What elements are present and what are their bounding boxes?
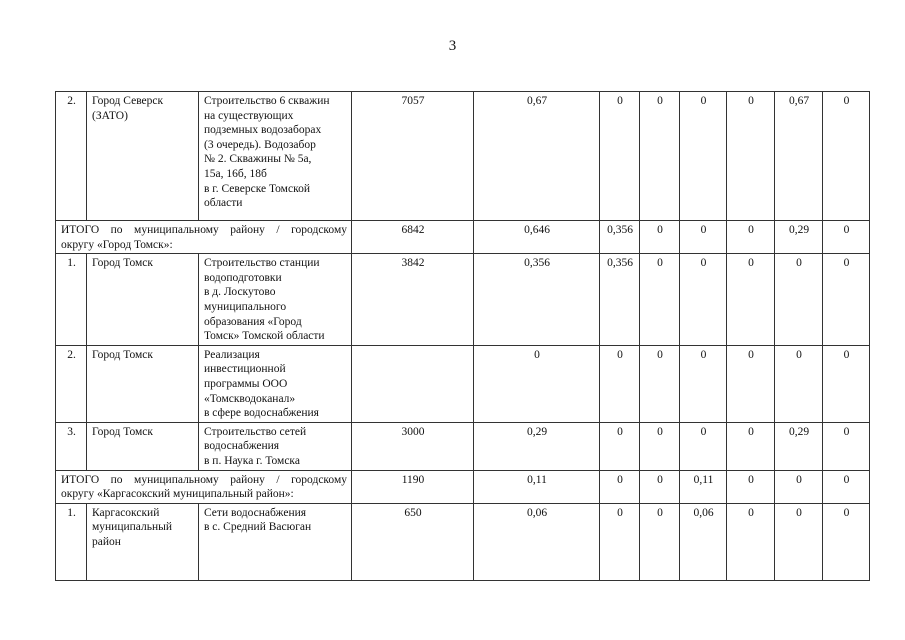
value-cell-3: 0 (600, 503, 640, 580)
value-cell-2: 0,29 (474, 422, 600, 470)
value-cell-8: 0 (823, 221, 870, 254)
value-cell-6: 0 (727, 345, 775, 422)
value-cell-7: 0 (775, 254, 823, 346)
value-cell-2: 0,356 (474, 254, 600, 346)
value-cell-3: 0,356 (600, 221, 640, 254)
event-cell: Строительство станции водоподготовки в д. Лоскутово муниципального образования «Город Томск» Томской области (199, 254, 352, 346)
value-cell-4: 0 (640, 470, 680, 503)
value-cell-1: 1190 (352, 470, 474, 503)
value-cell-5: 0,11 (680, 470, 727, 503)
event-cell: Сети водоснабжения в с. Средний Васюган (199, 503, 352, 580)
table-row (56, 345, 870, 422)
table-row (56, 503, 870, 580)
total-row (56, 221, 870, 254)
event-cell: Реализация инвестиционной программы ООО «Томскводоканал» в сфере водоснабжения (199, 345, 352, 422)
value-cell-6: 0 (727, 92, 775, 221)
value-cell-7: 0,67 (775, 92, 823, 221)
value-cell-1: 7057 (352, 92, 474, 221)
value-cell-6: 0 (727, 470, 775, 503)
value-cell-7: 0 (775, 470, 823, 503)
event-cell: Строительство 6 скважин на существующих подземных водозаборах (3 очередь). Водозабор № 2. Скважины № 5а, 15а, 16б, 18б в г. Северске Томской области (199, 92, 352, 221)
table-row (56, 254, 870, 346)
value-cell-3: 0 (600, 345, 640, 422)
value-cell-3: 0,356 (600, 254, 640, 346)
total-row (56, 470, 870, 503)
row-number: 2. (56, 345, 87, 422)
value-cell-1: 6842 (352, 221, 474, 254)
value-cell-5: 0 (680, 254, 727, 346)
value-cell-5: 0 (680, 345, 727, 422)
value-cell-8: 0 (823, 503, 870, 580)
value-cell-4: 0 (640, 254, 680, 346)
total-label (56, 221, 352, 254)
value-cell-1 (352, 345, 474, 422)
value-cell-6: 0 (727, 503, 775, 580)
total-label-line1: ИТОГО по муниципальному району / городскому (61, 224, 347, 236)
value-cell-7: 0,29 (775, 221, 823, 254)
value-cell-1: 650 (352, 503, 474, 580)
value-cell-7: 0,29 (775, 422, 823, 470)
value-cell-8: 0 (823, 422, 870, 470)
row-number: 2. (56, 92, 87, 221)
value-cell-6: 0 (727, 221, 775, 254)
value-cell-4: 0 (640, 503, 680, 580)
value-cell-5: 0 (680, 92, 727, 221)
value-cell-2: 0,646 (474, 221, 600, 254)
value-cell-5: 0 (680, 221, 727, 254)
municipality-cell: Каргасокский муниципальный район (87, 503, 199, 580)
value-cell-1: 3842 (352, 254, 474, 346)
value-cell-8: 0 (823, 345, 870, 422)
row-number: 1. (56, 503, 87, 580)
value-cell-2: 0,11 (474, 470, 600, 503)
value-cell-8: 0 (823, 92, 870, 221)
total-label (56, 470, 352, 503)
table-row (56, 92, 870, 221)
row-number: 1. (56, 254, 87, 346)
program-table (55, 91, 870, 581)
value-cell-3: 0 (600, 470, 640, 503)
value-cell-1: 3000 (352, 422, 474, 470)
row-number: 3. (56, 422, 87, 470)
event-cell: Строительство сетей водоснабжения в п. Наука г. Томска (199, 422, 352, 470)
value-cell-3: 0 (600, 422, 640, 470)
table-row (56, 422, 870, 470)
value-cell-7: 0 (775, 503, 823, 580)
total-label-line2: округу «Город Томск»: (61, 238, 173, 251)
value-cell-7: 0 (775, 345, 823, 422)
value-cell-4: 0 (640, 92, 680, 221)
value-cell-5: 0,06 (680, 503, 727, 580)
table-body (56, 92, 870, 581)
value-cell-8: 0 (823, 470, 870, 503)
value-cell-2: 0,06 (474, 503, 600, 580)
value-cell-6: 0 (727, 422, 775, 470)
value-cell-4: 0 (640, 345, 680, 422)
value-cell-2: 0 (474, 345, 600, 422)
value-cell-2: 0,67 (474, 92, 600, 221)
value-cell-3: 0 (600, 92, 640, 221)
value-cell-4: 0 (640, 422, 680, 470)
total-label-line2: округу «Каргасокский муниципальный район»: (61, 488, 294, 501)
municipality-cell: Город Томск (87, 345, 199, 422)
total-label-line1: ИТОГО по муниципальному району / городскому (61, 473, 347, 486)
value-cell-4: 0 (640, 221, 680, 254)
municipality-cell: Город Северск (ЗАТО) (87, 92, 199, 221)
municipality-cell: Город Томск (87, 422, 199, 470)
value-cell-5: 0 (680, 422, 727, 470)
value-cell-6: 0 (727, 254, 775, 346)
value-cell-8: 0 (823, 254, 870, 346)
page-number: 3 (448, 38, 457, 54)
municipality-cell: Город Томск (87, 254, 199, 346)
